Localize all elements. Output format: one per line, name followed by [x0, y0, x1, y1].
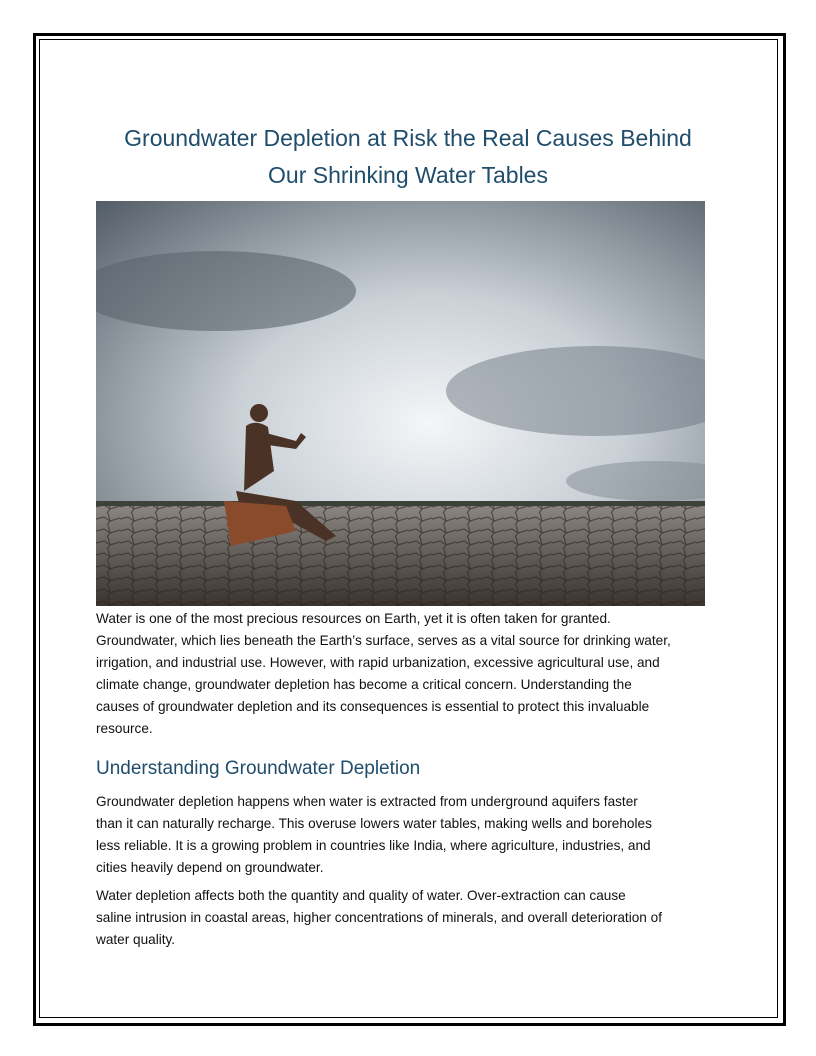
- text-line: less reliable. It is a growing problem in countries like India, where agriculture, industries, and: [96, 838, 651, 853]
- title-line: Groundwater Depletion at Risk the Real Causes Behind: [124, 125, 692, 151]
- title-line: Our Shrinking Water Tables: [268, 162, 548, 188]
- text-line: Water is one of the most precious resources on Earth, yet it is often taken for granted.: [96, 611, 611, 626]
- section-paragraph-2: [96, 885, 662, 951]
- section-heading: Understanding Groundwater Depletion: [96, 758, 421, 779]
- text-line: than it can naturally recharge. This overuse lowers water tables, making wells and boreholes: [96, 816, 652, 831]
- document-title: [60, 120, 756, 194]
- text-line: resource.: [96, 721, 153, 736]
- text-line: Groundwater depletion happens when water is extracted from underground aquifers faster: [96, 794, 638, 809]
- intro-paragraph: [96, 608, 671, 740]
- text-line: causes of groundwater depletion and its consequences is essential to protect this invaluable: [96, 699, 650, 714]
- drought-man-praying-image: [96, 201, 705, 606]
- text-line: cities heavily depend on groundwater.: [96, 860, 324, 875]
- text-line: climate change, groundwater depletion has become a critical concern. Understanding the: [96, 677, 632, 692]
- text-line: Water depletion affects both the quantity and quality of water. Over-extraction can cause: [96, 888, 626, 903]
- hero-image: [96, 201, 705, 606]
- text-line: irrigation, and industrial use. However, with rapid urbanization, excessive agricultural use, and: [96, 655, 660, 670]
- text-line: Groundwater, which lies beneath the Earth’s surface, serves as a vital source for drinking water,: [96, 633, 671, 648]
- section-paragraph-1: [96, 791, 652, 879]
- text-line: water quality.: [96, 932, 176, 947]
- text-line: saline intrusion in coastal areas, higher concentrations of minerals, and overall deterioration of: [96, 910, 662, 925]
